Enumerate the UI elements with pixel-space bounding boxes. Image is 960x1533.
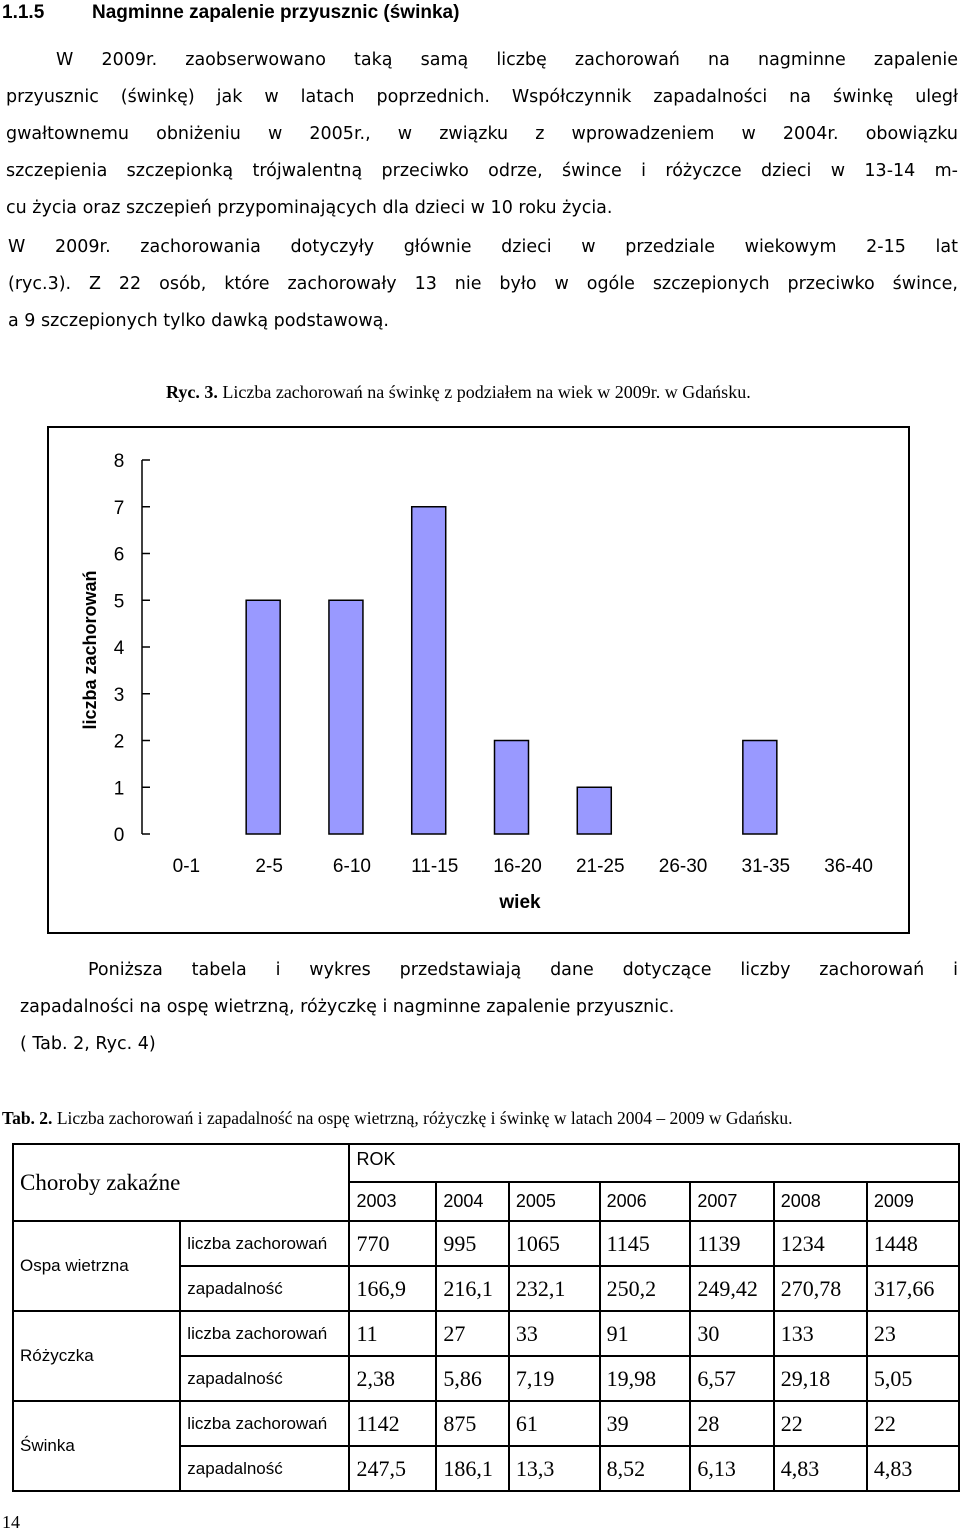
table-cell: 6,13	[690, 1446, 773, 1491]
table-cell: 317,66	[867, 1266, 959, 1311]
bar-6-10	[329, 600, 363, 834]
table-cell: 995	[436, 1221, 508, 1266]
table-cell: 61	[509, 1401, 600, 1446]
table-cell: 770	[349, 1221, 436, 1266]
table-cell: 875	[436, 1401, 508, 1446]
measure-label: liczba zachorowań	[180, 1311, 349, 1356]
bar-31-35	[743, 741, 777, 835]
table-cell: 1142	[349, 1401, 436, 1446]
table-cell: 28	[690, 1401, 773, 1446]
x-tick-label: 26-30	[658, 856, 708, 877]
year-header: 2009	[867, 1182, 959, 1221]
table-cell: 186,1	[436, 1446, 508, 1491]
x-tick-label: 11-15	[411, 856, 459, 877]
disease-name: Różyczka	[13, 1311, 180, 1401]
table-caption-label: Tab. 2.	[2, 1108, 53, 1128]
table-cell: 5,05	[867, 1356, 959, 1401]
x-tick-label: 0-1	[172, 856, 201, 877]
y-tick-label: 3	[113, 684, 125, 706]
table-caption	[2, 1108, 793, 1129]
y-tick-label: 4	[113, 638, 125, 659]
table-cell: 33	[509, 1311, 600, 1356]
y-tick-label: 0	[113, 825, 125, 846]
table-cell: 4,83	[867, 1446, 959, 1491]
x-tick-label: 31-35	[741, 856, 791, 877]
bar-11-15	[412, 507, 446, 834]
table-cell: 249,42	[690, 1266, 773, 1311]
table-cell: 22	[867, 1401, 959, 1446]
table-row	[13, 1311, 959, 1356]
paragraph-line: (ryc.3). Z 22 osób, które zachorowały 13 nie było w ogóle szczepionych przeciwko śwince,	[8, 274, 958, 294]
table-cell: 4,83	[774, 1446, 867, 1491]
y-axis-label: liczba zachorowań	[80, 570, 100, 730]
y-tick-label: 2	[113, 731, 125, 753]
paragraph-line: przyusznic (świnkę) jak w latach poprzednich. Współczynnik zapadalności na świnkę uległ	[6, 87, 958, 107]
paragraph-line: szczepienia szczepionką trójwalentną przeciwko odrze, śwince i różyczce dzieci w 13-14 m-	[6, 161, 958, 181]
table-cell: 250,2	[600, 1266, 691, 1311]
table-cell: 1139	[690, 1221, 773, 1266]
table-cell: 166,9	[349, 1266, 436, 1311]
table-cell: 1448	[867, 1221, 959, 1266]
paragraph-line: Poniższa tabela i wykres przedstawiają dane dotyczące liczby zachorowań i	[88, 960, 958, 980]
rok-header: ROK	[349, 1144, 959, 1182]
disease-name: Ospa wietrzna	[13, 1221, 180, 1311]
table-cell: 30	[690, 1311, 773, 1356]
table-cell: 13,3	[509, 1446, 600, 1491]
table-cell: 232,1	[509, 1266, 600, 1311]
paragraph-line: W 2009r. zaobserwowano taką samą liczbę zachorowań na nagminne zapalenie	[56, 50, 958, 70]
table-cell: 29,18	[774, 1356, 867, 1401]
y-tick-label: 7	[113, 497, 125, 519]
disease-name: Świnka	[13, 1401, 180, 1491]
table-cell: 11	[349, 1311, 436, 1356]
year-header: 2005	[509, 1182, 600, 1221]
table-title-blank	[180, 1144, 349, 1221]
table-cell: 1145	[600, 1221, 691, 1266]
table-title: Choroby zakaźne	[13, 1144, 180, 1221]
table-row	[13, 1401, 959, 1446]
paragraph-line: zapadalności na ospę wietrzną, różyczkę i nagminne zapalenie przyusznic.	[20, 997, 675, 1017]
year-header: 2008	[774, 1182, 867, 1221]
table-cell: 6,57	[690, 1356, 773, 1401]
table-cell: 270,78	[774, 1266, 867, 1311]
x-axis-label: wiek	[499, 892, 541, 913]
paragraph-line: gwałtownemu obniżeniu w 2005r., w związku z wprowadzeniem w 2004r. obowiązku	[6, 124, 958, 144]
y-tick-label: 8	[113, 451, 125, 472]
table-cell: 91	[600, 1311, 691, 1356]
bar-16-20	[495, 741, 529, 835]
x-tick-label: 2-5	[255, 856, 283, 877]
table-cell: 216,1	[436, 1266, 508, 1311]
table-cell: 8,52	[600, 1446, 691, 1491]
table-cell: 133	[774, 1311, 867, 1356]
table-caption-text: Liczba zachorowań i zapadalność na ospę wietrzną, różyczkę i świnkę w latach 2004 – 2009 w Gdańsku.	[52, 1108, 793, 1128]
x-tick-label: 6-10	[332, 856, 371, 877]
measure-label: zapadalność	[180, 1266, 349, 1311]
y-tick-label: 1	[113, 778, 125, 800]
paragraph-line: a 9 szczepionych tylko dawką podstawową.	[8, 311, 389, 331]
table-cell: 39	[600, 1401, 691, 1446]
table-row	[13, 1221, 959, 1266]
x-tick-label: 21-25	[575, 856, 625, 877]
x-tick-label: 16-20	[493, 856, 542, 877]
measure-label: zapadalność	[180, 1446, 349, 1491]
y-tick-label: 6	[113, 544, 125, 566]
paragraph-3	[20, 952, 958, 1063]
measure-label: zapadalność	[180, 1356, 349, 1401]
measure-label: liczba zachorowań	[180, 1221, 349, 1266]
measure-label: liczba zachorowań	[180, 1401, 349, 1446]
table-cell: 27	[436, 1311, 508, 1356]
year-header: 2006	[600, 1182, 691, 1221]
table-cell: 7,19	[509, 1356, 600, 1401]
figure-caption-label: Ryc. 3.	[166, 382, 218, 402]
paragraph-line: W 2009r. zachorowania dotyczyły głównie dzieci w przedziale wiekowym 2-15 lat	[8, 237, 958, 257]
bar-21-25	[577, 787, 611, 834]
table-cell: 5,86	[436, 1356, 508, 1401]
paragraph-line: cu życia oraz szczepień przypominających dla dzieci w 10 roku życia.	[6, 198, 613, 218]
section-title: Nagminne zapalenie przyusznic (świnka)	[92, 2, 460, 23]
table-cell: 2,38	[349, 1356, 436, 1401]
table-cell: 22	[774, 1401, 867, 1446]
bar-2-5	[246, 600, 280, 834]
table-cell: 23	[867, 1311, 959, 1356]
table-cell: 19,98	[600, 1356, 691, 1401]
year-header: 2003	[349, 1182, 436, 1221]
table-cell: 1065	[509, 1221, 600, 1266]
section-number: 1.1.5	[2, 2, 45, 23]
year-header: 2007	[690, 1182, 773, 1221]
figure-caption-text: Liczba zachorowań na świnkę z podziałem na wiek w 2009r. w Gdańsku.	[217, 382, 751, 402]
table-cell: 1234	[774, 1221, 867, 1266]
paragraph-line: ( Tab. 2, Ryc. 4)	[20, 1034, 156, 1054]
year-header: 2004	[436, 1182, 508, 1221]
disease-table	[12, 1143, 960, 1492]
page-number: 14	[2, 1512, 20, 1532]
x-tick-label: 36-40	[824, 856, 873, 877]
table-cell: 247,5	[349, 1446, 436, 1491]
y-tick-label: 5	[113, 591, 125, 613]
